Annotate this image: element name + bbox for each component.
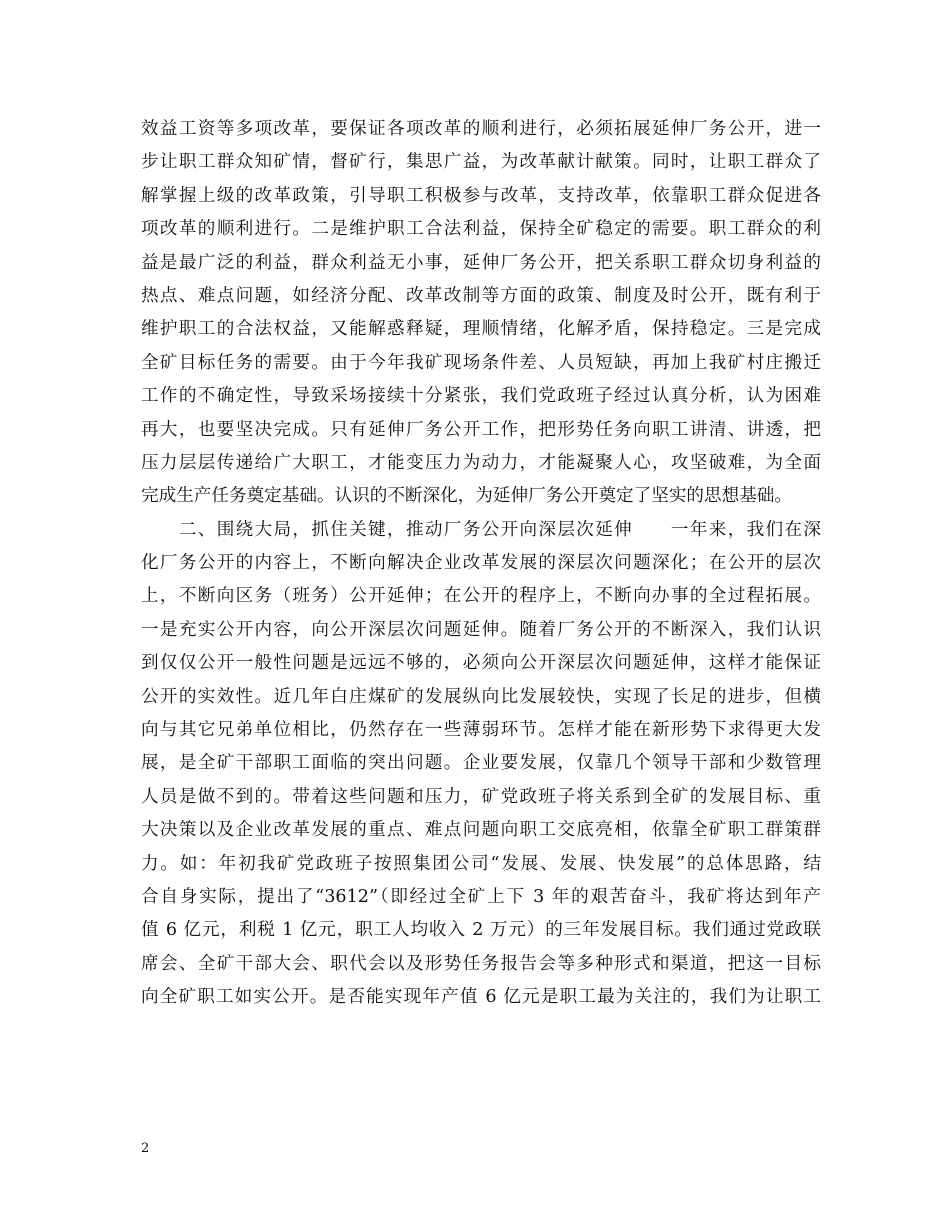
text-line: 公开的实效性。近几年白庄煤矿的发展纵向比发展较快，实现了长足的进步，但横 xyxy=(141,686,821,707)
text-line: 项改革的顺利进行。二是维护职工合法利益，保持全矿稳定的需要。职工群众的利 xyxy=(141,219,821,240)
text-line: 步让职工群众知矿情，督矿行，集思广益，为改革献计献策。同时，让职工群众了 xyxy=(141,152,821,173)
text-line: 向与其它兄弟单位相比，仍然存在一些薄弱环节。怎样才能在新形势下求得更大发 xyxy=(141,720,821,741)
text-line: 值 6 亿元，利税 1 亿元，职工人均收入 2 万元）的三年发展目标。我们通过党政联 xyxy=(141,920,821,941)
text-line: 工作的不确定性，导致采场接续十分紧张，我们党政班子经过认真分析，认为困难 xyxy=(141,386,821,407)
text-line: 再大，也要坚决完成。只有延伸厂务公开工作，把形势任务向职工讲清、讲透，把 xyxy=(141,419,821,440)
text-line: 一是充实公开内容，向公开深层次问题延伸。随着厂务公开的不断深入，我们认识 xyxy=(141,619,821,640)
text-line: 到仅仅公开一般性问题是远远不够的，必须向公开深层次问题延伸，这样才能保证 xyxy=(141,653,821,674)
text-line: 人员是做不到的。带着这些问题和压力，矿党政班子将关系到全矿的发展目标、重 xyxy=(141,786,821,807)
text-line: 效益工资等多项改革，要保证各项改革的顺利进行，必须拓展延伸厂务公开，进一 xyxy=(141,119,821,139)
text-line: 向全矿职工如实公开。是否能实现年产值 6 亿元是职工最为关注的，我们为让职工 xyxy=(141,987,821,1008)
text-line: 全矿目标任务的需要。由于今年我矿现场条件差、人员短缺，再加上我矿村庄搬迁 xyxy=(141,352,821,373)
text-line: 益是最广泛的利益，群众利益无小事，延伸厂务公开，把关系职工群众切身利益的 xyxy=(141,252,821,273)
text-line: 压力层层传递给广大职工，才能变压力为动力，才能凝聚人心，攻坚破难，为全面 xyxy=(141,452,821,473)
text-line: 二、围绕大局，抓住关键，推动厂务公开向深层次延伸 一年来，我们在深 xyxy=(141,519,821,540)
document-body xyxy=(141,113,821,1015)
text-line: 完成生产任务奠定基础。认识的不断深化，为延伸厂务公开奠定了坚实的思想基础。 xyxy=(141,486,792,507)
text-line: 热点、难点问题，如经济分配、改革改制等方面的政策、制度及时公开，既有利于 xyxy=(141,285,821,306)
text-line: 维护职工的合法权益，又能解惑释疑，理顺情绪，化解矛盾，保持稳定。三是完成 xyxy=(141,319,821,340)
page-number: 2 xyxy=(141,1141,150,1156)
text-line: 解掌握上级的改革政策，引导职工积极参与改革，支持改革，依靠职工群众促进各 xyxy=(141,185,821,206)
text-line: 席会、全矿干部大会、职代会以及形势任务报告会等多种形式和渠道，把这一目标 xyxy=(141,953,821,974)
text-line: 合自身实际，提出了“3612”（即经过全矿上下 3 年的艰苦奋斗，我矿将达到年产 xyxy=(141,886,821,907)
text-line: 展，是全矿干部职工面临的突出问题。企业要发展，仅靠几个领导干部和少数管理 xyxy=(141,753,821,774)
text-line: 上，不断向区务（班务）公开延伸；在公开的程序上，不断向办事的全过程拓展。 xyxy=(141,586,821,607)
text-line: 力。如：年初我矿党政班子按照集团公司“发展、发展、快发展”的总体思路，结 xyxy=(141,853,821,874)
text-line: 大决策以及企业改革发展的重点、难点问题向职工交底亮相，依靠全矿职工群策群 xyxy=(141,820,821,841)
text-line: 化厂务公开的内容上，不断向解决企业改革发展的深层次问题深化；在公开的层次 xyxy=(141,553,821,574)
